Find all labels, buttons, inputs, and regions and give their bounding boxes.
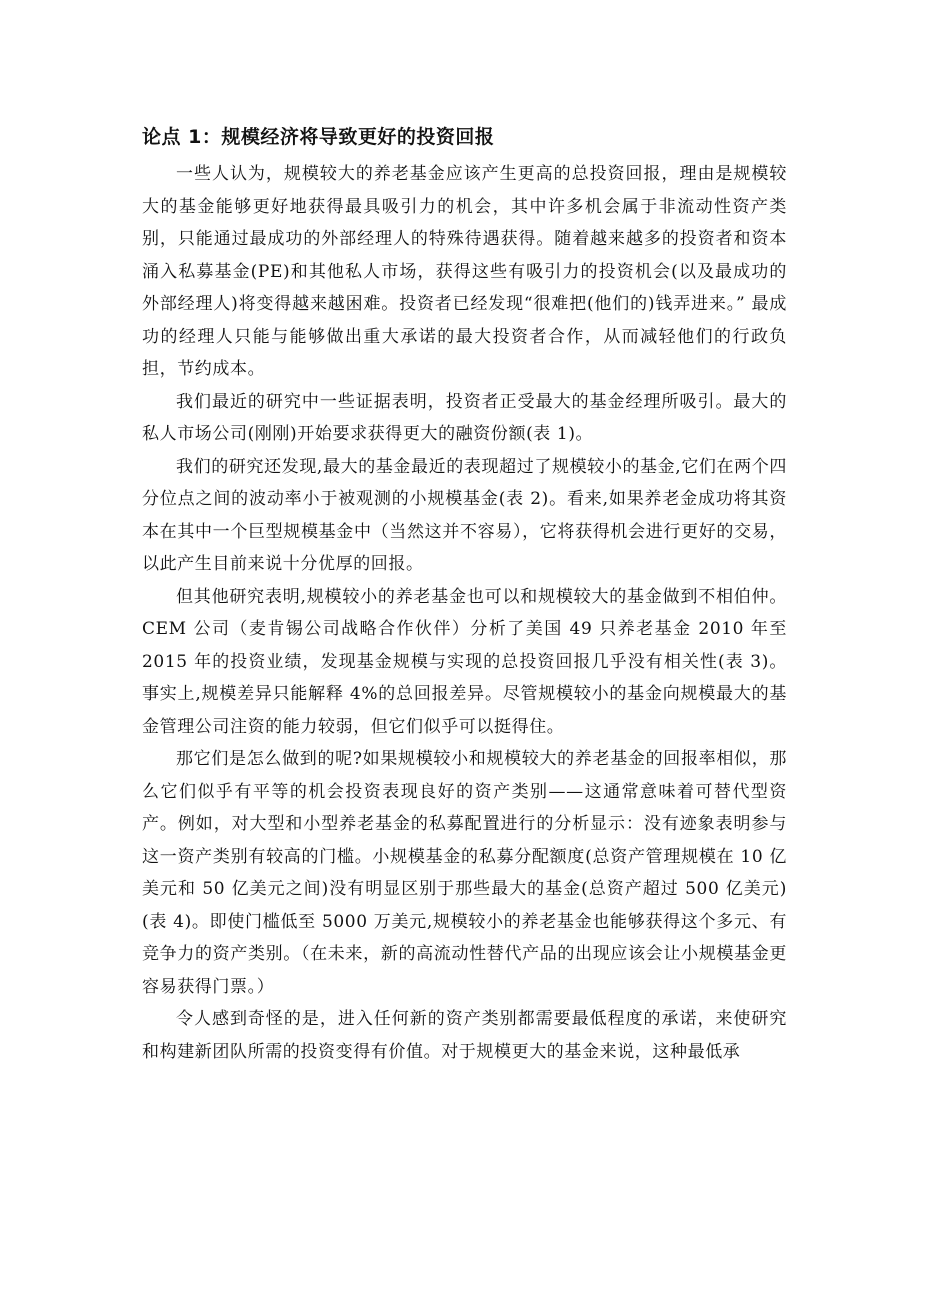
document-page	[142, 122, 787, 1068]
paragraph-2: 我们最近的研究中一些证据表明，投资者正受最大的基金经理所吸引。最大的私人市场公司(刚刚)开始要求获得更大的融资份额(表 1)。	[142, 391, 787, 444]
paragraph-3: 我们的研究还发现,最大的基金最近的表现超过了规模较小的基金,它们在两个四分位点之间的波动率小于被观测的小规模基金(表 2)。看来,如果养老金成功将其资本在其中一个巨型规模基金中（当然这并不容易），它将获得机会进行更好的交易，以此产生目前来说十分优厚的回报。	[142, 456, 787, 574]
paragraph-1: 一些人认为，规模较大的养老基金应该产生更高的总投资回报，理由是规模较大的基金能够更好地获得最具吸引力的机会，其中许多机会属于非流动性资产类别，只能通过最成功的外部经理人的特殊待遇获得。随着越来越多的投资者和资本涌入私募基金(PE)和其他私人市场，获得这些有吸引力的投资机会(以及最成功的外部经理人)将变得越来越困难。投资者已经发现“很难把(他们的)钱弄进来。” 最成功的经理人只能与能够做出重大承诺的最大投资者合作，从而减轻他们的行政负担，节约成本。	[142, 164, 787, 379]
paragraph-5: 那它们是怎么做到的呢?如果规模较小和规模较大的养老基金的回报率相似，那么它们似乎有平等的机会投资表现良好的资产类别——这通常意味着可替代型资产。例如，对大型和小型养老基金的私募配置进行的分析显示：没有迹象表明参与这一资产类别有较高的门槛。小规模基金的私募分配额度(总资产管理规模在 10 亿美元和 50 亿美元之间)没有明显区别于那些最大的基金(总资产超过 500 亿美元)(表 4)。即使门槛低至 5000 万美元,规模较小的养老基金也能够获得这个多元、有竞争力的资产类别。（在未来，新的高流动性替代产品的出现应该会让小规模基金更容易获得门票。）	[142, 749, 787, 997]
paragraph-6: 令人感到奇怪的是，进入任何新的资产类别都需要最低程度的承诺，来使研究和构建新团队所需的投资变得有价值。对于规模更大的基金来说，这种最低承	[142, 1009, 787, 1062]
paragraph-4: 但其他研究表明,规模较小的养老基金也可以和规模较大的基金做到不相伯仲。CEM 公司（麦肯锡公司战略合作伙伴）分析了美国 49 只养老基金 2010 年至 2015 年的投资业绩，发现基金规模与实现的总投资回报几乎没有相关性(表 3)。事实上,规模差异只能解释 4%的总回报差异。尽管规模较小的基金向规模最大的基金管理公司注资的能力较弱，但它们似乎可以挺得住。	[142, 586, 787, 737]
section-heading: 论点 1：规模经济将导致更好的投资回报	[142, 126, 495, 148]
